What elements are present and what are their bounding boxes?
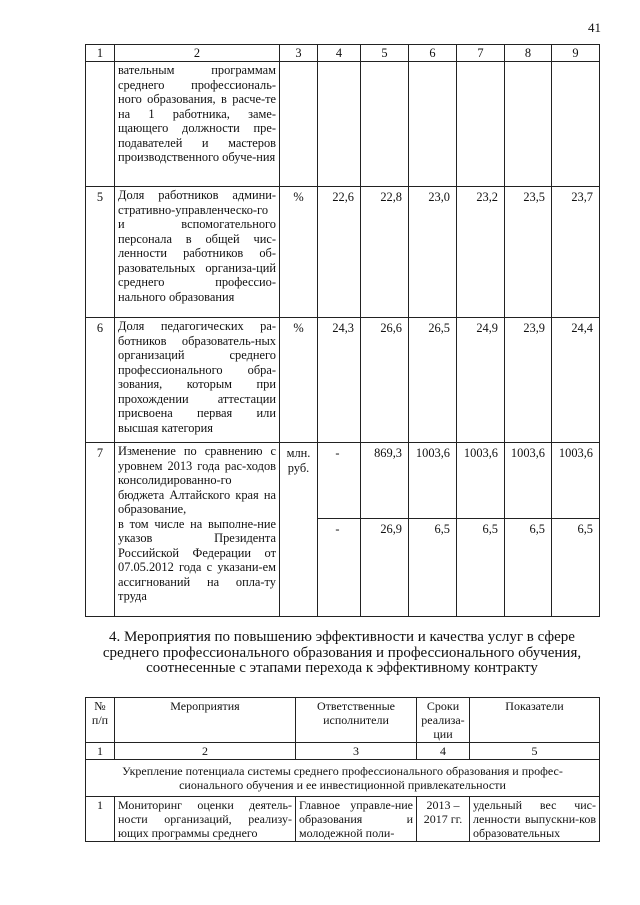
value-cell: 1003,6 (505, 443, 552, 519)
indicator-description: Доля педагогических ра-ботников образователь-ных организаций среднего профессионального обра-зования, которым при прохождении аттестации присвоена первая или высшая категория (115, 318, 280, 443)
table-header-row (86, 698, 600, 743)
value-cell: 22,8 (361, 187, 409, 318)
column-header: 3 (280, 45, 318, 62)
value-cell: 23,0 (409, 187, 457, 318)
indicator-description: вательным программам среднего профессиональ-ного образования, в расче-те на 1 работника, заме-щающего должности пре-подавателей и мастеров производственного обуче-ния (115, 62, 280, 187)
row-number: 1 (86, 797, 115, 842)
value-cell: - (318, 519, 361, 617)
value-cell: 6,5 (505, 519, 552, 617)
value-cell: 23,9 (505, 318, 552, 443)
column-header: 9 (552, 45, 600, 62)
value-cell: 26,9 (361, 519, 409, 617)
value-cell: 26,5 (409, 318, 457, 443)
column-number: 4 (417, 743, 470, 760)
value-cell: 1003,6 (409, 443, 457, 519)
measure-description: Мониторинг оценки деятель-ности организаций, реализу-ющих программы среднего (115, 797, 296, 842)
value-cell: 24,4 (552, 318, 600, 443)
implementation-term: 2013 – 2017 гг. (417, 797, 470, 842)
value-cell: 24,9 (457, 318, 505, 443)
column-header: Показатели (470, 698, 600, 743)
table-header-row (86, 45, 600, 62)
value-cell: 6,5 (457, 519, 505, 617)
column-header: Ответственные исполнители (296, 698, 417, 743)
column-header: 4 (318, 45, 361, 62)
indicator-description-part: Изменение по сравнению с уровнем 2013 года рас-ходов консолидированно-го бюджета Алтайского края на образование, (118, 444, 276, 516)
table-row (86, 62, 600, 187)
section-title: 4. Мероприятия по повышению эффективности и качества услуг в сфере среднего профессионального образования и профессионального обучения, соотнесенные с этапами перехода к эффективному контракту (102, 629, 582, 676)
responsible-executors: Главное управле-ние образования и молодежной поли- (296, 797, 417, 842)
value-cell: 1003,6 (457, 443, 505, 519)
row-number: 6 (86, 318, 115, 443)
unit: % (280, 187, 318, 318)
value-cell: - (318, 443, 361, 519)
value-cell: 6,5 (552, 519, 600, 617)
column-header: 1 (86, 45, 115, 62)
column-header: 2 (115, 45, 280, 62)
measures-table (85, 697, 600, 842)
group-row (86, 760, 600, 797)
indicators-table (85, 44, 600, 617)
column-header: Мероприятия (115, 698, 296, 743)
row-number: 7 (86, 443, 115, 617)
column-number: 3 (296, 743, 417, 760)
indicator-description (115, 443, 280, 617)
value-cell: 24,3 (318, 318, 361, 443)
indicator-description-part: в том числе на выполне-ние указов Президента Российской Федерации от 07.05.2012 года с указани-ем ассигнований на опла-ту труда (118, 516, 276, 603)
column-header: 5 (361, 45, 409, 62)
value-cell: 22,6 (318, 187, 361, 318)
value-cell: 23,2 (457, 187, 505, 318)
indicator-description: Доля работников админи-стративно-управленческо-го и вспомогательного персонала в общей чис-ленности работников об-разовательных организа-ций среднего профессио-нального образования (115, 187, 280, 318)
column-header: 8 (505, 45, 552, 62)
value-cell: 23,5 (505, 187, 552, 318)
value-cell: 1003,6 (552, 443, 600, 519)
group-title: Укрепление потенциала системы среднего профессионального образования и профес-сионального обучения и ее инвестиционной привлекательности (86, 760, 600, 797)
column-number: 1 (86, 743, 115, 760)
column-header: Сроки реализа-ции (417, 698, 470, 743)
column-header: № п/п (86, 698, 115, 743)
table-row (86, 797, 600, 842)
column-number: 5 (470, 743, 600, 760)
table-number-row (86, 743, 600, 760)
unit: млн. руб. (280, 443, 318, 617)
row-number: 5 (86, 187, 115, 318)
value-cell: 6,5 (409, 519, 457, 617)
unit: % (280, 318, 318, 443)
indicators: удельный вес чис-ленности выпускни-ков образовательных (470, 797, 600, 842)
column-number: 2 (115, 743, 296, 760)
value-cell: 869,3 (361, 443, 409, 519)
column-header: 7 (457, 45, 505, 62)
table-row (86, 318, 600, 443)
table-row (86, 443, 600, 519)
table-row (86, 187, 600, 318)
value-cell: 26,6 (361, 318, 409, 443)
page-number: 41 (588, 20, 601, 35)
value-cell: 23,7 (552, 187, 600, 318)
column-header: 6 (409, 45, 457, 62)
